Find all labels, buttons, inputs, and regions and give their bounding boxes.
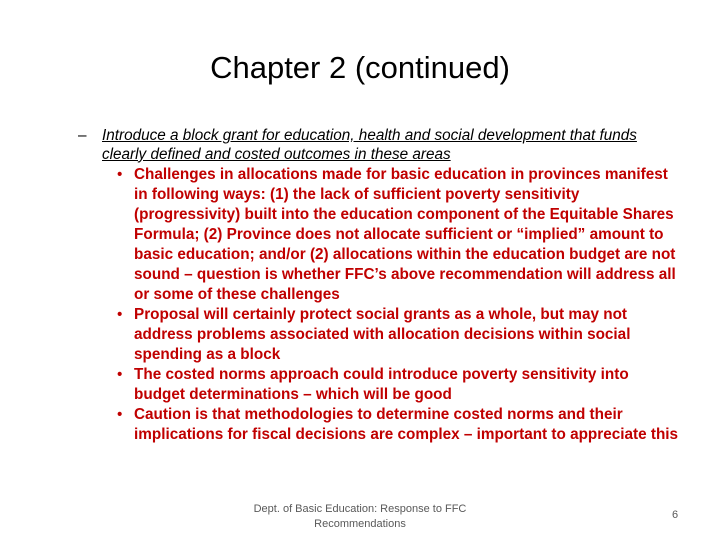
slide-body xyxy=(78,127,682,445)
bullet-item-challenges xyxy=(117,165,682,305)
slide-title xyxy=(0,46,720,90)
bullet-item-costed-norms xyxy=(117,365,682,405)
bullet-item-proposal xyxy=(117,305,682,365)
bullet-icon: • xyxy=(117,405,123,423)
bullet-text: Proposal will certainly protect social grants as a whole, but may not address problems associated with allocation decisions within social spending as a block xyxy=(134,305,631,363)
bullet-item-caution xyxy=(117,405,682,445)
bullet-text: Caution is that methodologies to determine costed norms and their implications for fiscal decisions are complex – important to appreciate this xyxy=(134,405,679,443)
bullet-text: Challenges in allocations made for basic education in provinces manifest in following ways: (1) the lack of sufficient poverty sensitivity (progressivity) built into the education component of the Equitable Shares Formula; (2) Province does not allocate sufficient or “implied” amount to basic education; and/or (2) allocations within the education budget are not sound – question is whether FFC’s above recommendation will address all or some of these challenges xyxy=(134,165,676,303)
slide-title-text: Chapter 2 (continued) xyxy=(210,50,510,85)
main-point-text: Introduce a block grant for education, health and social development that funds clearly defined and costed outcomes in these areas xyxy=(102,127,637,163)
main-point xyxy=(78,127,682,165)
footer-source xyxy=(240,502,480,532)
bullet-list xyxy=(78,165,682,445)
bullet-text: The costed norms approach could introduce poverty sensitivity into budget determinations – which will be good xyxy=(134,365,629,403)
footer-source-line1: Dept. of Basic Education: Response to FFC xyxy=(253,503,467,515)
page-number: 6 xyxy=(671,509,679,521)
bullet-icon: • xyxy=(117,165,123,183)
footer-source-line2: Recommendations xyxy=(314,518,406,530)
bullet-icon: • xyxy=(117,365,123,383)
dash-marker: – xyxy=(78,127,87,144)
bullet-icon: • xyxy=(117,305,123,323)
